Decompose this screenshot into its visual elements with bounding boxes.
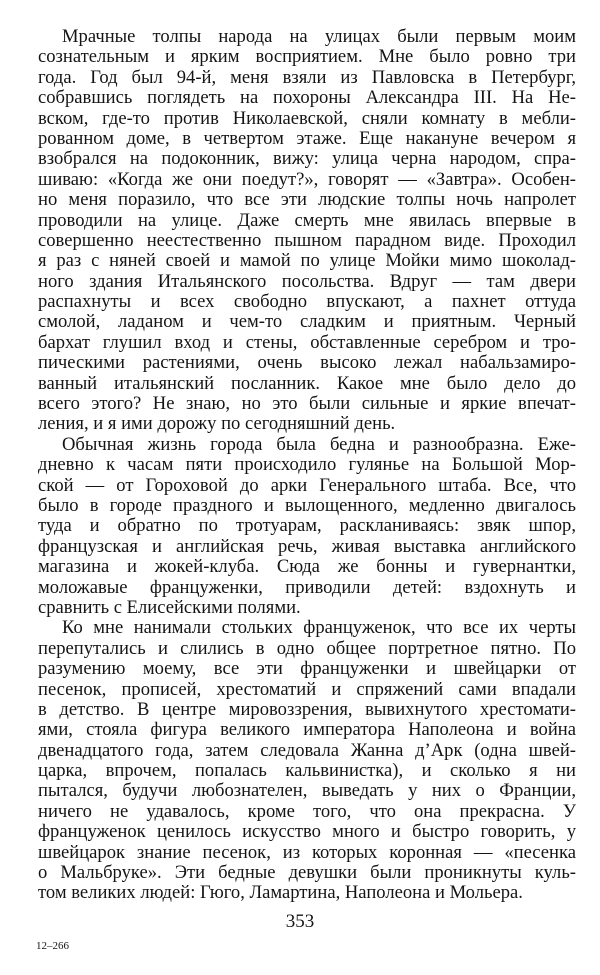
text-line: царка, впрочем, попалась кальвинистка), и сколько я ни xyxy=(38,761,576,782)
paragraph xyxy=(38,618,576,903)
text-line: ного здания Итальянского посольства. Вдруг — там двери xyxy=(38,271,576,292)
text-line: француженок ценилось искусство много и быстро говорить, у xyxy=(38,822,576,843)
text-line: Обычная жизнь города была бедна и разнообразна. Еже- xyxy=(62,434,576,455)
paragraph xyxy=(38,27,576,435)
text-line: всего этого? Не знаю, но это были сильные и яркие впечат- xyxy=(38,394,576,415)
text-line: сознательным и ярким восприятием. Мне было ровно три xyxy=(38,47,576,68)
text-line: совершенно неестественно пышном парадном виде. Проходил xyxy=(38,230,576,251)
text-line: ванный итальянский посланник. Какое мне было дело до xyxy=(38,373,576,394)
text-line: в детство. В центре мировоззрения, вывихнутого хрестомати- xyxy=(38,699,576,720)
text-line: песенок, прописей, хрестоматий и спряжений сами впадали xyxy=(38,679,576,700)
text-line: распахнуты и всех свободно впускают, а пахнет оттуда xyxy=(38,292,576,313)
text-line: я раз с няней своей и мамой по улице Мойки мимо шоколад- xyxy=(38,251,576,272)
text-line: швейцарок знание песенок, из которых коронная — «песенка xyxy=(38,842,576,863)
text-line: Мрачные толпы народа на улицах были первым моим xyxy=(62,27,576,47)
text-line: но меня поразило, что все эти людские толпы ночь напролет xyxy=(38,190,576,211)
body-text xyxy=(38,27,576,904)
text-line: том великих людей: Гюго, Ламартина, Наполеона и Мольера. xyxy=(38,883,523,904)
text-line: французская и английская речь, живая выставка английского xyxy=(38,536,576,557)
text-line: шиваю: «Когда же они поедут?», говорят — «Завтра». Особен- xyxy=(38,169,576,190)
text-line: взобрался на подоконник, вижу: улица черна народом, спра- xyxy=(38,149,576,170)
text-line: двенадцатого года, затем следовала Жанна д’Арк (одна швей- xyxy=(38,740,576,761)
text-line: Ко мне нанимали стольких француженок, что все их черты xyxy=(62,618,576,639)
page-number: 353 xyxy=(285,911,315,932)
text-line: о Мальбруке». Эти бедные девушки были проникнуты куль- xyxy=(38,863,576,884)
text-line: разумению моему, все эти француженки и швейцарки от xyxy=(38,659,576,680)
text-line: пытался, будучи любознателен, выведать у них о Франции, xyxy=(38,781,576,802)
text-line: ления, и я ими дорожу по сегодняшний день. xyxy=(38,414,396,435)
text-line: ничего не удавалось, кроме того, что она прекрасна. У xyxy=(38,801,576,822)
text-line: бархат глушил вход и стены, обставленные серебром и тро- xyxy=(38,332,576,353)
text-line: моложавые француженки, приводили детей: вздохнуть и xyxy=(38,577,576,598)
paragraph xyxy=(38,435,576,619)
text-line: собравшись поглядеть на похороны Александра III. На Не- xyxy=(38,88,576,109)
text-line: было в городе праздного и вылощенного, медленно двигалось xyxy=(38,495,576,516)
text-line: сравнить с Елисейскими полями. xyxy=(38,597,301,618)
text-line: дневно к часам пяти происходило гулянье на Большой Мор- xyxy=(38,455,576,476)
text-line: года. Год был 94-й, меня взяли из Павловска в Петербург, xyxy=(38,67,576,88)
text-line: рованном доме, в четвертом этаже. Еще накануне вечером я xyxy=(38,128,576,149)
text-line: смолой, ладаном и чем-то сладким и приятным. Черный xyxy=(38,312,576,333)
text-line: пическими растениями, очень высоко лежал набальзамиро- xyxy=(38,353,576,374)
signature-mark: 12–266 xyxy=(36,940,69,952)
text-line: ской — от Гороховой до арки Генерального штаба. Все, что xyxy=(38,475,576,496)
text-line: перепутались и слились в одно общее портретное пятно. По xyxy=(38,638,576,659)
text-line: ями, стояла фигура великого императора Наполеона и война xyxy=(38,720,576,741)
text-line: туда и обратно по тротуарам, раскланиваясь: звяк шпор, xyxy=(38,516,576,537)
text-line: вском, где-то против Николаевской, сняли комнату в мебли- xyxy=(38,108,576,129)
text-line: проводили на улице. Даже смерть мне явилась впервые в xyxy=(38,210,576,231)
text-line: магазина и жокей-клуба. Сюда же бонны и гувернантки, xyxy=(38,557,576,578)
